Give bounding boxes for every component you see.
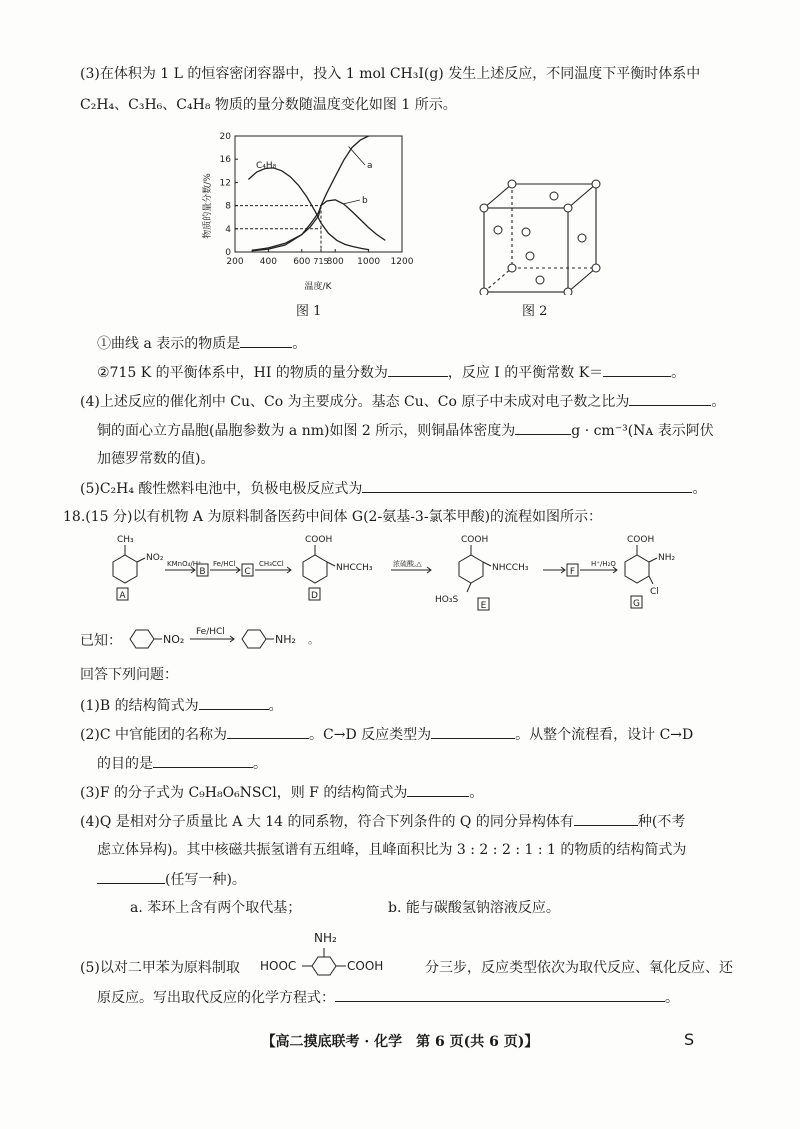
p1-end: 。 bbox=[268, 698, 283, 714]
q4-text-c: g · cm⁻³(Nᴀ 表示阿伏 bbox=[571, 423, 714, 439]
q18-p5-line2 bbox=[97, 987, 679, 1008]
q18-flow-diagram bbox=[95, 530, 700, 620]
answer-blank[interactable] bbox=[629, 391, 711, 406]
q3-sub2-end: 。 bbox=[671, 365, 686, 381]
arrow6-reagent: H⁺/H₂O bbox=[591, 560, 616, 568]
y-tick-label: 4 bbox=[225, 224, 231, 235]
q18-p4-line3 bbox=[97, 869, 246, 890]
q3-sub2-text-a: ②715 K 的平衡体系中，HI 的物质的量分数为 bbox=[97, 365, 388, 381]
q3-line1: (3)在体积为 1 L 的恒容密闭容器中，投入 1 mol CH₃I(g) 发生上述反应，不同温度下平衡时体系中 bbox=[80, 66, 701, 82]
known-arrow-reagent: Fe/HCl bbox=[196, 627, 225, 637]
answer-blank[interactable] bbox=[603, 362, 671, 377]
q18-p2 bbox=[80, 724, 693, 745]
answer-blank[interactable] bbox=[407, 782, 469, 797]
q18-p4-line2: 虑立体异构)。其中核磁共振氢谱有五组峰，且峰面积比为 3 : 2 : 2 : 1 : 1 的物质的结构简式为 bbox=[97, 842, 687, 858]
q4-line2 bbox=[97, 420, 714, 441]
label-F: F bbox=[569, 567, 576, 577]
p4-text-d: (任写一种)。 bbox=[165, 872, 246, 888]
footer-corner-mark: S bbox=[684, 1030, 695, 1049]
y-tick-label: 0 bbox=[225, 248, 231, 258]
series-label-b: b bbox=[362, 196, 368, 206]
page-footer: 【高二摸底联考 · 化学 第 6 页(共 6 页)】 bbox=[261, 1034, 539, 1050]
p5-end: 。 bbox=[665, 990, 679, 1006]
known-nh2: NH₂ bbox=[275, 633, 296, 646]
p3-text: (3)F 的分子式为 C₉H₈O₆NSCl，则 F 的结构简式为 bbox=[80, 785, 408, 801]
q18-p1 bbox=[80, 695, 283, 716]
E-cooh: COOH bbox=[461, 535, 489, 545]
q18-p3 bbox=[80, 782, 483, 803]
x-tick-label: 800 bbox=[326, 257, 344, 267]
x-tick-label: 1200 bbox=[390, 257, 414, 267]
q3-sub2 bbox=[97, 362, 685, 383]
series-line bbox=[252, 136, 369, 250]
E-nhcch3: NHCCH₃ bbox=[492, 563, 529, 573]
x-tick-label: 1000 bbox=[357, 257, 381, 267]
y-tick-label: 20 bbox=[219, 132, 231, 142]
condition-b: b. 能与碳酸氢钠溶液反应。 bbox=[388, 900, 560, 916]
answer-blank[interactable] bbox=[431, 724, 515, 739]
G-cooh: COOH bbox=[627, 535, 655, 545]
p5-nh2: NH₂ bbox=[314, 931, 337, 945]
arrow3-reagent: CH₃CCl bbox=[259, 560, 284, 568]
q4-text-b: 铜的面心立方晶胞(晶胞参数为 a nm)如图 2 所示，则铜晶体密度为 bbox=[97, 423, 516, 439]
q3-sub2-text-b: ，反应 Ⅰ 的平衡常数 K＝ bbox=[447, 365, 604, 381]
y-axis-label: 物质的量分数/% bbox=[203, 173, 213, 239]
q4-line1 bbox=[80, 391, 725, 412]
known-no2: NO₂ bbox=[163, 633, 185, 646]
p2-text-a: (2)C 中官能团的名称为 bbox=[80, 727, 227, 743]
p5-hooc: HOOC bbox=[260, 959, 297, 973]
series-label-c4h8: C₄H₈ bbox=[256, 161, 277, 171]
y-tick-label: 16 bbox=[219, 155, 231, 166]
known-reaction bbox=[126, 622, 356, 656]
q4-text-a: (4)上述反应的催化剂中 Cu、Co 为主要成分。基态 Cu、Co 原子中未成对电子数之比为 bbox=[80, 394, 630, 410]
G-cl: Cl bbox=[650, 587, 659, 597]
y-tick-label: 12 bbox=[219, 178, 231, 189]
figure1-caption: 图 1 bbox=[296, 304, 322, 319]
p2-text-d: 的目的是 bbox=[97, 756, 153, 772]
p5-text-c: 原反应。写出取代反应的化学方程式： bbox=[97, 990, 335, 1006]
q4-line3: 加德罗常数的值)。 bbox=[97, 451, 215, 467]
label-B: B bbox=[199, 567, 206, 577]
label-E: E bbox=[480, 601, 487, 611]
q3-sub1-text: ①曲线 a 表示的物质是 bbox=[97, 336, 241, 352]
p2-end: 。 bbox=[253, 756, 267, 772]
G-nh2: NH₂ bbox=[658, 553, 676, 563]
figure1-chart bbox=[190, 128, 415, 293]
label-D: D bbox=[311, 591, 318, 601]
a-leader bbox=[349, 146, 365, 165]
known-end: 。 bbox=[308, 633, 319, 646]
known-prefix: 已知： bbox=[80, 633, 122, 649]
p5-cooh: COOH bbox=[347, 959, 384, 973]
A-ch3: CH₃ bbox=[117, 535, 134, 545]
label-A: A bbox=[119, 591, 126, 601]
q4-end: 。 bbox=[711, 394, 726, 410]
arrow2-reagent: Fe/HCl bbox=[213, 560, 236, 568]
p3-end: 。 bbox=[469, 785, 484, 801]
answer-blank[interactable] bbox=[153, 753, 253, 768]
p4-text-a: (4)Q 是相对分子质量比 A 大 14 的同系物，符合下列条件的 Q 的同分异构体有 bbox=[80, 814, 574, 830]
q3-sub1 bbox=[97, 333, 306, 354]
p4-text-b: 种(不考 bbox=[637, 814, 686, 830]
arrow1-reagent: KMnO₄/H⁺ bbox=[167, 560, 202, 568]
q18-p4 bbox=[80, 811, 685, 832]
condition-a: a. 苯环上含有两个取代基； bbox=[130, 900, 302, 916]
y-tick-label: 8 bbox=[225, 201, 231, 212]
answer-intro: 回答下列问题： bbox=[80, 667, 178, 683]
arrow4-reagent: 浓硫酸,△ bbox=[393, 560, 422, 568]
p5-target-structure bbox=[258, 924, 420, 984]
answer-blank[interactable] bbox=[362, 478, 692, 493]
E-ho3s: HO₃S bbox=[435, 595, 459, 605]
series-line bbox=[252, 200, 386, 251]
label-G: G bbox=[633, 599, 640, 609]
x-tick-label: 400 bbox=[259, 257, 277, 267]
x-axis-label: 温度/K bbox=[304, 282, 332, 292]
figure2-caption: 图 2 bbox=[522, 304, 548, 319]
q5-line bbox=[80, 478, 706, 499]
D-nhcch3: NHCCH₃ bbox=[336, 563, 373, 573]
q18-title: 18.(15 分)以有机物 A 为原料制备医药中间体 G(2-氨基-3-氯苯甲酸)的流程如图所示： bbox=[63, 509, 603, 525]
q5-end: 。 bbox=[692, 481, 707, 497]
x-tick-label: 715 bbox=[313, 257, 329, 266]
answer-blank[interactable] bbox=[515, 420, 571, 435]
answer-blank[interactable] bbox=[388, 362, 448, 377]
label-C: C bbox=[244, 567, 251, 577]
A-no2: NO₂ bbox=[146, 553, 164, 563]
x-tick-label: 200 bbox=[226, 257, 244, 267]
p1-text: (1)B 的结构简式为 bbox=[80, 698, 199, 714]
figure2-fcc-cell bbox=[468, 170, 603, 295]
x-tick-label: 600 bbox=[293, 257, 311, 267]
p5-text-a: (5)以对二甲苯为原料制取 bbox=[80, 960, 240, 976]
p5-text-b: 分三步，反应类型依次为取代反应、氧化反应、还 bbox=[425, 960, 733, 976]
D-cooh: COOH bbox=[305, 535, 333, 545]
answer-blank[interactable] bbox=[240, 333, 292, 348]
series-label-a: a bbox=[367, 161, 373, 171]
b-leader bbox=[344, 200, 360, 204]
p2-text-b: 。C→D 反应类型为 bbox=[309, 727, 432, 743]
answer-blank[interactable] bbox=[97, 869, 165, 884]
answer-blank[interactable] bbox=[574, 811, 638, 826]
answer-blank[interactable] bbox=[335, 987, 665, 1002]
q18-p2-line2 bbox=[97, 753, 267, 774]
series-line bbox=[248, 168, 368, 250]
q5-text: (5)C₂H₄ 酸性燃料电池中，负极电极反应式为 bbox=[80, 481, 363, 497]
p2-text-c: 。从整个流程看，设计 C→D bbox=[515, 727, 694, 743]
answer-blank[interactable] bbox=[227, 724, 309, 739]
q3-line2: C₂H₄、C₃H₆、C₄H₈ 物质的量分数随温度变化如图 1 所示。 bbox=[80, 97, 457, 113]
answer-blank[interactable] bbox=[199, 695, 269, 710]
q3-sub1-end: 。 bbox=[292, 336, 307, 352]
